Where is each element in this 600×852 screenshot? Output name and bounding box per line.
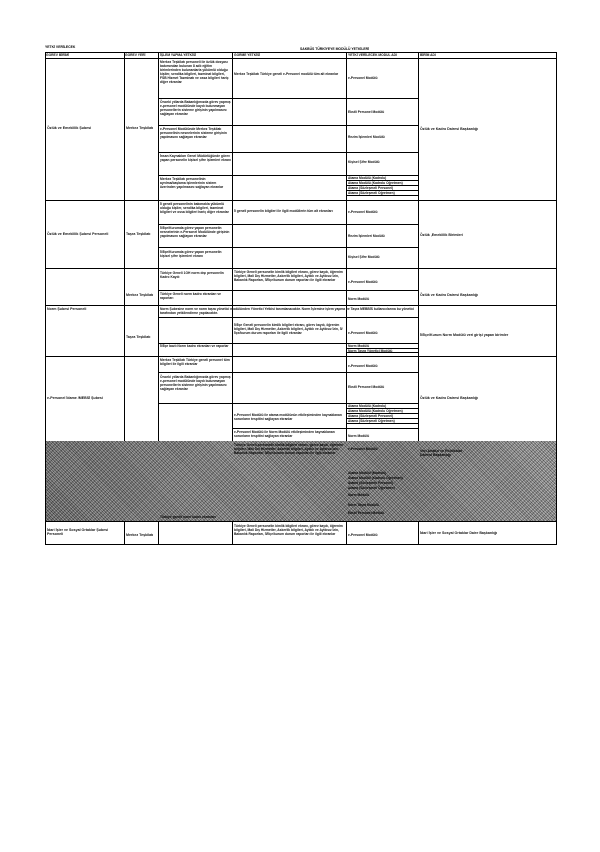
operation-item: Merkez Teşkilatı personelinin ayrılma/başlama işlemlerinin sistem üzerinden yapılmasını sağlayan ekranlar xyxy=(160,177,224,189)
place-label: Merkez Teşkilatı xyxy=(126,126,154,130)
place-label: Taşra Teşkilatı xyxy=(126,335,151,339)
module-name: e-Personel Modülü xyxy=(348,76,378,80)
unit-name: İdari İşler ve Sosyal Ortaklar Daire Başkanlığı xyxy=(420,531,498,535)
operation-item: Türkiye Geneli norm kadro ekranları ve raporları xyxy=(160,292,222,300)
appointment-module: Atama (Sözleşmeli Öğretmen) xyxy=(348,419,395,423)
row-sep xyxy=(158,125,418,126)
appointment-module: Atama Modülü (Kadrolu Öğretmen) xyxy=(348,409,403,413)
unit-name: Özlük ,Emeklilik Birimleri xyxy=(420,233,463,237)
module-name: Kişisel Şifre Modülü xyxy=(348,160,380,164)
view-rights: Türkiye Geneli personelin kimlik bilgileri ekranı, görev kaydı, öğrenim bilgileri, Mali Dış Hizmetler, Askerlik bilgileri, Aylıklı ve Aylıksız İzin, Bakanlık Raporları, İl/İlçe/kurum durum raporları ile ilgili ekranlar xyxy=(234,270,343,282)
module-name: Ekstli Personel Modülü xyxy=(348,385,385,389)
module-name: e-Personel Modülü xyxy=(348,210,378,214)
row-sep xyxy=(158,224,418,225)
unit-label: Norm Şubesi Personeli xyxy=(47,307,87,311)
row-sep xyxy=(158,317,418,318)
module-name: Atama Modülü (Kadrolu) xyxy=(348,471,387,475)
row-sep xyxy=(346,195,418,196)
header-islem-yapma: İŞLEM YAPMA YETKİSİ xyxy=(160,53,197,57)
operation-item: İnsan Kaynakları Genel Müdürlüğünde görev yapan personelin kişisel şifre işlemleri ekranı xyxy=(160,154,231,162)
appointment-module: Atama Modülü (Kadrolu) xyxy=(348,404,387,408)
operation-item: İl/İlçe/Kurumda görev yapan personelin kişisel şifre işlemleri ekranı xyxy=(160,250,222,258)
appointment-module: Atama (Sözleşmeli Personel) xyxy=(348,186,394,190)
appointment-module: Atama (Sözleşmeli Personel) xyxy=(348,414,394,418)
module-name: Atama (Sözleşmeli Öğretmen) xyxy=(348,486,395,490)
module-name: e-Personel Modülü xyxy=(348,364,378,368)
operation-item: İl/İlçe bazlı Norm kadro ekranları ve raporlar xyxy=(160,344,229,348)
view-rights: İl geneli personelin bilgileri ile ilgili modüllerin tüm alt ekranları xyxy=(234,209,333,213)
row-sep xyxy=(45,521,557,522)
operation-item: İl/İlçe/Kurumda görev yapan personelin nesnelerinin e-Personel Modülünde girişinin yapılmasını sağlayan ekranlar xyxy=(160,226,230,238)
row-sep xyxy=(158,98,418,99)
row-sep xyxy=(45,305,557,306)
header-birim-adi: BİRİM ADI xyxy=(420,53,436,57)
module-name: e-Personel Modülü xyxy=(348,280,378,284)
row-sep xyxy=(45,268,557,269)
row-sep xyxy=(158,290,418,291)
module-name: Rezim İşlemleri Modülü xyxy=(348,135,385,139)
module-name: Norm Taşra Yönetici Modülü xyxy=(348,349,393,353)
operation-item: Merkez Teşkilatı Türkiye geneli personel tüm bilgileri ile ilgili ekranlar xyxy=(160,358,230,366)
header-gorme: GÖRME YETKİSİ xyxy=(234,53,261,57)
unit-label: Özlük ve Emeklilik Şubesi xyxy=(47,126,92,130)
header-gorev-yeri: GÖREV YERİ xyxy=(125,53,146,57)
row-sep xyxy=(158,247,418,248)
module-name: e-Personel Modülü xyxy=(348,331,378,335)
unit-label: e-Personel İdame /MEBSİ Şubesi xyxy=(47,396,103,400)
module-name: Rezim İşlemleri Modülü xyxy=(348,234,385,238)
norm-note: Norm Şubesine norm ve norm taşra yönetici modülünden Yönetici Yetkisi tanımlanacaktır. Norm İşlemine işlem yapma ve Taşra MEBBİS kullanıcılarına bu yönetici tarafından yetkilendirme yapılacaktır. xyxy=(160,307,415,315)
operation-item: e-Personel Modülünde Merkez Teşkilatı personelinin nesnelerinin sisteme girişinin yapılmasını sağlayan ekranlar xyxy=(160,127,227,139)
header-modul: YETKİ VERİLECEK MODÜL ADI xyxy=(348,53,397,57)
caption-column-group: SAKBÜS TÜRKİYEYE MODÜLÜ YETKİLERİ xyxy=(300,47,370,51)
operation-item: Önceki yıllarda Bakanlığımızda görev yapmış e-personel modülünde kaydı bulunmayan personellerin sisteme girişinin yapılmasını sağlayan ekranlar xyxy=(160,375,231,391)
module-name: Ekstli Personel Modülü xyxy=(348,511,385,515)
module-name: Norm Modülü xyxy=(348,344,370,348)
unit-name: Özlük ve Kadro Dairesi Başkanlığı xyxy=(420,293,479,297)
view-rights: e-Personel Modülü ile Norm Modülü etkileşiminden kaynaklanan sorunların tespitini sağlayan ekranlar xyxy=(234,430,335,438)
operation-item: Türkiye Geneli 1OH norm dışı personelin Kadro Kaydı xyxy=(160,271,224,279)
module-name: Norm Taşra Modülü xyxy=(348,503,379,507)
row-sep xyxy=(232,428,418,429)
module-name: Norm Modülü xyxy=(348,434,370,438)
place-label: Merkez Teşkilatı xyxy=(126,293,154,297)
module-name: e-Personel Modülü xyxy=(348,533,378,537)
module-name: Norm Modülü xyxy=(348,297,370,301)
row-sep xyxy=(45,200,557,201)
unit-label: İdari İşler ve Sosyal Ortaklar Şubesi Personeli xyxy=(47,528,109,537)
place-label: Merkez Teşkilatı xyxy=(126,533,154,537)
module-name: e-Personel Modülü xyxy=(348,447,378,451)
unit-name: Özlük ve Kadro Dairesi Başkanlığı xyxy=(420,396,479,400)
caption-top-left: YETKİ VERİLECEK xyxy=(45,45,76,49)
module-name: Atama Modülü (Kadrolu Öğretmen) xyxy=(348,476,403,480)
row-sep xyxy=(158,152,418,153)
row-sep xyxy=(158,372,418,373)
place-label: Taşra Teşkilatı xyxy=(126,232,151,236)
unit-label: Özlük ve Emeklilik Şubesi Personeli xyxy=(47,232,109,236)
row-sep xyxy=(346,423,418,424)
view-rights: Türkiye Geneli personelin kimlik bilgileri ekranı, görev kaydı, öğrenim bilgileri, Mali Dış Hizmetler, Askerlik bilgileri, Aylıklı ve Aylıksız İzin, Bakanlık Raporları, İl/İlçe/kurum durum raporları ile ilgili ekranlar xyxy=(234,443,343,455)
operation-item: İl geneli personelinin bakımakla yükümlü olduğu kişiler, sendika bilgileri, tazminat bilgileri ve ossa bilgileri hariç diğer ekranlar xyxy=(160,202,229,214)
row-sep xyxy=(45,58,557,59)
module-name: Kişisel Şifre Modülü xyxy=(348,255,380,259)
header-birim: GÖREV BİRİMİ xyxy=(46,53,70,57)
view-rights: Türkiye Geneli personelin kimlik bilgileri ekranı, görev kaydı, öğrenim bilgileri, Mali Dış Hizmetler, Askerlik bilgileri, Aylıklı ve Aylıksız İzin, Bakanlık Raporları, İl/İlçe/kurum durum raporları ile ilgili ekranlar xyxy=(234,524,343,536)
appointment-module: Atama Modülü (Kadrolu Öğretmen) xyxy=(348,181,403,185)
appointment-module: Atama (Sözleşmeli Öğretmen) xyxy=(348,191,395,195)
unit-name: Veri Analizi ve Politikalar Dairesi Başkanlığı xyxy=(420,449,463,458)
operation-item: Türkiye geneli norm kadro ekranları xyxy=(160,515,216,519)
shaded-scan-band xyxy=(46,441,556,521)
appointment-module: Atama Modülü (Kadrolu) xyxy=(348,176,387,180)
view-rights: İl/İlçe Geneli personelin kimlik bilgileri ekranı, görev kaydı, öğrenim bilgileri, Mali Dış Hizmetler, Askerlik bilgileri, Aylıklı ve Aylıksız İzin, İl/İlçe/kurum durum raporları ile ilgili ekranlar xyxy=(234,323,343,335)
module-name: Ekstli Personel Modülü xyxy=(348,110,385,114)
operation-item: Önceki yıllarda Bakanlığımızda görev yapmış e-personel modülünde kaydı bulunmayan personellerin sisteme girişinin yapılmasını sağlayan ekranlar xyxy=(160,100,231,116)
module-name: Norm Modülü xyxy=(348,493,370,497)
view-rights: e-Personel Modülü ile atama modülünün etkileşiminden kaynaklanan sorunların tespitini sağlayan ekranlar xyxy=(234,413,342,421)
unit-name: İl/İlçe/Kurum Norm Modülü veri girişi yapan birimler xyxy=(420,333,509,337)
operation-item: Merkez Teşkilatı personeli ile özlük dosyası bakımından bulunan 8 adlı eğitim birimlerinden bulunanlarla yükümlü olduğu kişiler, sendika bilgileri, tazminat bilgileri, FSB Hizmet Tazminatı ve ossa bilgileri hariç diğer ekranlar xyxy=(160,60,229,84)
row-sep xyxy=(45,356,557,357)
unit-name: Özlük ve Kadro Dairesi Başkanlığı xyxy=(420,127,479,131)
view-rights: Merkez Teşkilatı Türkiye geneli e-Personel modülü tüm alt ekranlar xyxy=(234,72,339,76)
module-name: Atama (Sözleşmeli Personel) xyxy=(348,481,394,485)
